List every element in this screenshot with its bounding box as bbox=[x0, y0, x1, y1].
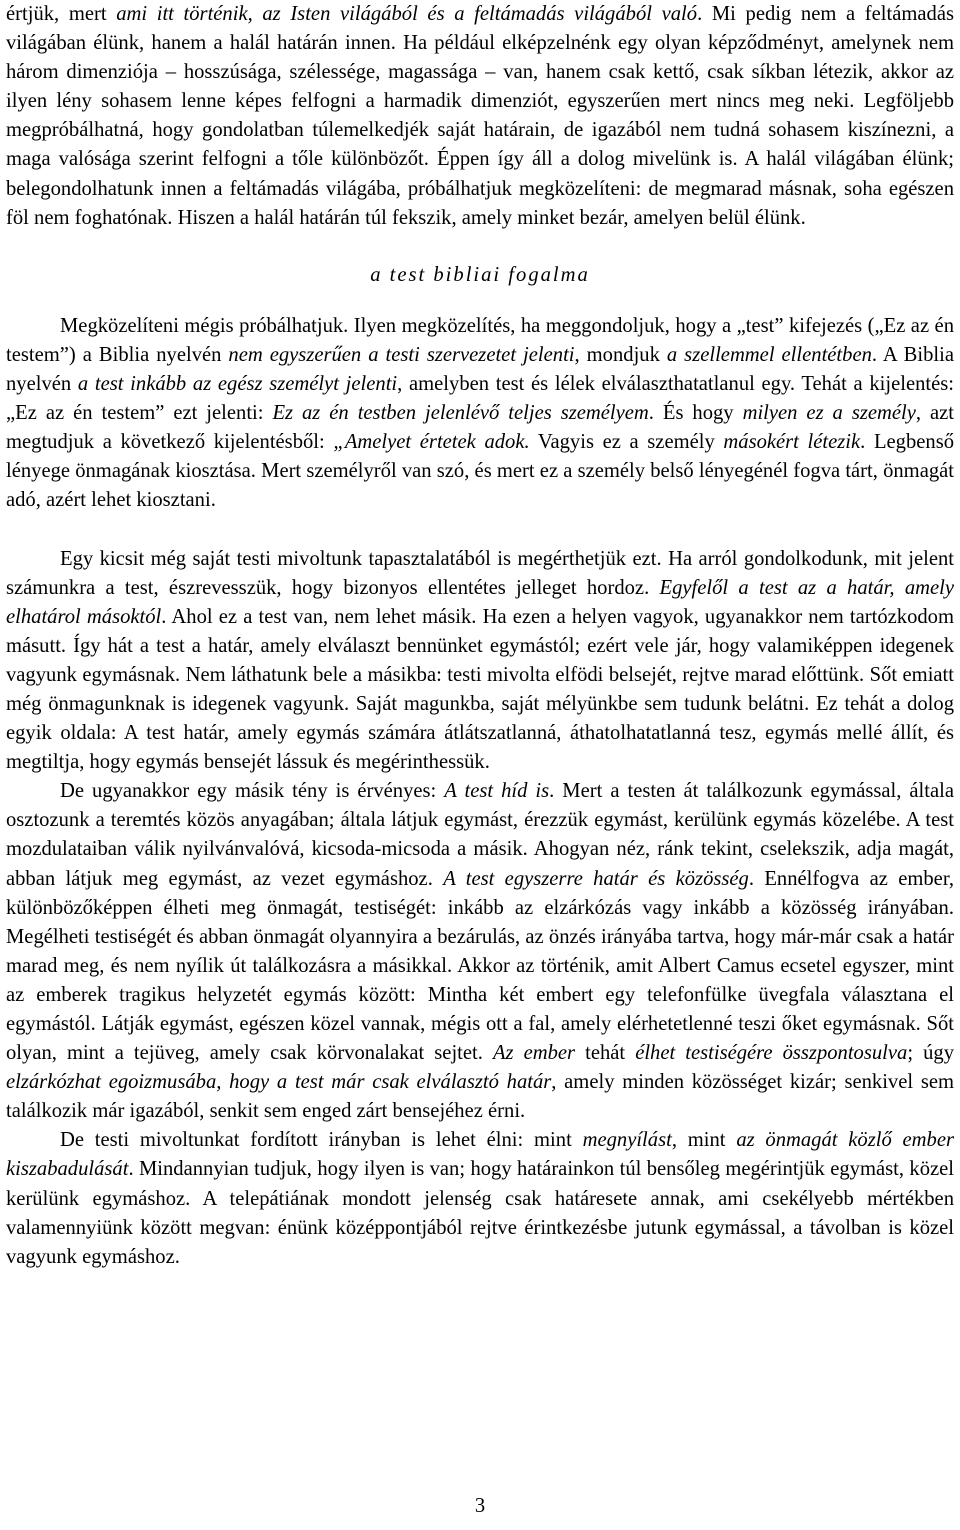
italic-text: a szellemmel ellentétben bbox=[666, 343, 872, 366]
italic-text: „Amelyet értetek adok. bbox=[333, 431, 530, 454]
paragraph bbox=[6, 1126, 954, 1271]
text-run: tehát bbox=[575, 1042, 636, 1065]
paragraph bbox=[6, 0, 954, 233]
intro-text bbox=[6, 0, 954, 233]
text-run: , azt megtudjuk a következő kijelentésből: bbox=[6, 402, 954, 454]
italic-text: a test inkább az egész személyt jelenti bbox=[77, 373, 398, 396]
text-run: . Mert a testen át találkozunk egymással, általa osztozunk a teremtés közös anyagában; általa látjuk egymást, érezzük egymást, kerülünk egymás közelébe. A test mozdulataiban válik nyilvánvalóvá, kicsoda-micsoda a másik. Ahogyan néz, ránk tekint, cselekszik, adja magát, abban látjuk meg egymást, az vezet egymáshoz. bbox=[6, 780, 954, 890]
italic-text: megnyílást bbox=[582, 1129, 672, 1152]
text-run: . A Biblia nyelvén bbox=[6, 343, 954, 396]
text-run: Megközelíteni mégis próbálhatjuk. Ilyen megközelítés, ha meggondoljuk, hogy a „test” kifejezés („Ez az én testem”) a Biblia nyelvén bbox=[6, 314, 954, 366]
italic-text: ami itt történik, az Isten világából és a feltámadás világából való bbox=[116, 3, 698, 25]
paragraph bbox=[6, 777, 954, 1126]
italic-text: Egyfelől a test az a határ, amely elhatárol másoktól bbox=[6, 576, 954, 628]
text-run: . És hogy bbox=[648, 402, 743, 425]
text-run: . Ennélfogva az ember, különbözőképpen élheti meg önmagát, testiségét: inkább az elzárkózás vagy inkább a közösség irányában. Megélheti testiségét és abban önmagát olyannyira a bezárulás, az önzés irányába tartva, hogy már-már csak a határ marad meg, és nem nyílik út találkozásra a másikkal. Akkor az történik, amit Albert Camus ecsetel egyszer, mint az emberek tragikus helyzetét egymás között: Mintha két embert egy telefonfülke üvegfala választana el egymástól. Látják egymást, egészen közel vannak, mégis ott a fal, amely elérhetetlenné teszi őket egymásnak. Sőt olyan, mint a tejüveg, amely csak körvonalakat sejtet. bbox=[6, 867, 955, 1065]
text-run: . Mindannyian tudjuk, hogy ilyen is van; hogy határainkon túl bensőleg megérintjük egymást, közel kerülünk egymáshoz. A telepátiának mondott jelenség csak határesete annak, ami csekélyebb mértékben valamennyiünk között megvan: énünk középpontjából rejtve érintkezésbe jutunk egymással, a távolban is közel vagyunk egymáshoz. bbox=[6, 1158, 954, 1268]
paragraph bbox=[6, 545, 954, 778]
text-run: , mint bbox=[671, 1129, 737, 1152]
section-title: a test bibliai fogalma bbox=[370, 263, 590, 286]
italic-text: Az ember bbox=[492, 1042, 576, 1065]
italic-text: az önmagát közlő ember kiszabadulását bbox=[6, 1129, 954, 1181]
document-page bbox=[6, 0, 954, 1530]
text-run: De testi mivoltunkat fordított irányban is lehet élni: mint bbox=[60, 1129, 583, 1152]
text-run: De ugyanakkor egy másik tény is érvényes: bbox=[60, 780, 445, 803]
italic-text: nem egyszerűen a testi szervezetet jelenti bbox=[228, 343, 575, 366]
text-run: , mondjuk bbox=[574, 343, 667, 366]
text-run: , amely minden közösséget kizár; senkivel sem találkozik már igazából, senkit sem enged zárt bensejéhez érni. bbox=[6, 1071, 955, 1123]
italic-text: élhet testiségére összpontosulva bbox=[635, 1042, 908, 1065]
italic-text: milyen ez a személy bbox=[742, 402, 916, 425]
text-run: . Ahol ez a test van, nem lehet másik. Ha ezen a helyen vagyok, ugyanakkor nem tartózkodom másutt. Így hát a test a határ, amely elválaszt bennünket egymástól; ezért vele jár, hogy valamiképpen idegenek vagyunk egymásnak. Nem láthatunk bele a másikba: testi mivolta elfödi belsejét, rejtve marad előttünk. Sőt emiatt még önmagunknak is idegenek vagyunk. Saját magunkba, saját mélyünkbe sem tudunk belátni. Ez tehát a dolog egyik oldala: A test határ, amely egymás számára átlátszatlanná, áthatolhatatlanná tesz, egymás mellé állít, és megtiltja, hogy egymás bensejét lássuk és megérinthessük. bbox=[6, 605, 954, 774]
text-run: ; úgy bbox=[907, 1042, 954, 1065]
paragraph bbox=[6, 312, 954, 516]
page-number: 3 bbox=[474, 1495, 486, 1517]
text-run: Vagyis ez a személy bbox=[529, 431, 724, 454]
section-body bbox=[6, 312, 954, 1272]
italic-text: másokért létezik bbox=[723, 431, 861, 454]
text-run: . Mi pedig nem a feltámadás világában élünk, hanem a halál határán innen. Ha például elképzelnénk egy olyan képződményt, amelynek nem három dimenziója – hosszúsága, szélessége, magassága – van, hanem csak kettő, csak síkban létezik, akkor az ilyen lény sohasem lenne képes felfogni a harmadik dimenziót, egyszerűen mert nincs meg neki. Legföljebb megpróbálhatná, hogy gondolatban túlemelkedjék saját határain, de igazából nem tudná sohasem kiszínezni, a maga valósága szerint felfogni a tőle különbözőt. Éppen így áll a dolog mivelünk is. A halál világában élünk; belegondolhatunk innen a feltámadás világába, próbálhatjuk megközelíteni: de megmarad másnak, soha egészen föl nem foghatónak. Hiszen a halál határán túl fekszik, amely minket bezár, amelyen belül élünk. bbox=[6, 3, 954, 229]
text-run: , amelyben test és lélek elválaszthatatlanul egy. Tehát a kijelentés: „Ez az én testem” ezt jelenti: bbox=[6, 373, 954, 425]
italic-text: Ez az én testben jelenlévő teljes személyem bbox=[272, 402, 649, 425]
text-run: . Legbenső lényege önmagának kiosztása. Mert személyről van szó, és mert ez a személy belső lényegénél fogva tárt, önmagát adó, azért lehet kiosztani. bbox=[6, 431, 955, 512]
italic-text: A test egyszerre határ és közösség bbox=[443, 867, 749, 890]
italic-text: elzárkózhat egoizmusába, hogy a test már csak elválasztó határ bbox=[6, 1071, 552, 1094]
text-run: Egy kicsit még saját testi mivoltunk tapasztalatából is megérthetjük ezt. Ha arról gondolkodunk, mit jelent számunkra a test, észrevesszük, hogy bizonyos ellentétes jelleget hordoz. bbox=[6, 547, 954, 599]
text-run: értjük, mert bbox=[6, 3, 117, 25]
italic-text: A test híd is bbox=[444, 780, 550, 803]
